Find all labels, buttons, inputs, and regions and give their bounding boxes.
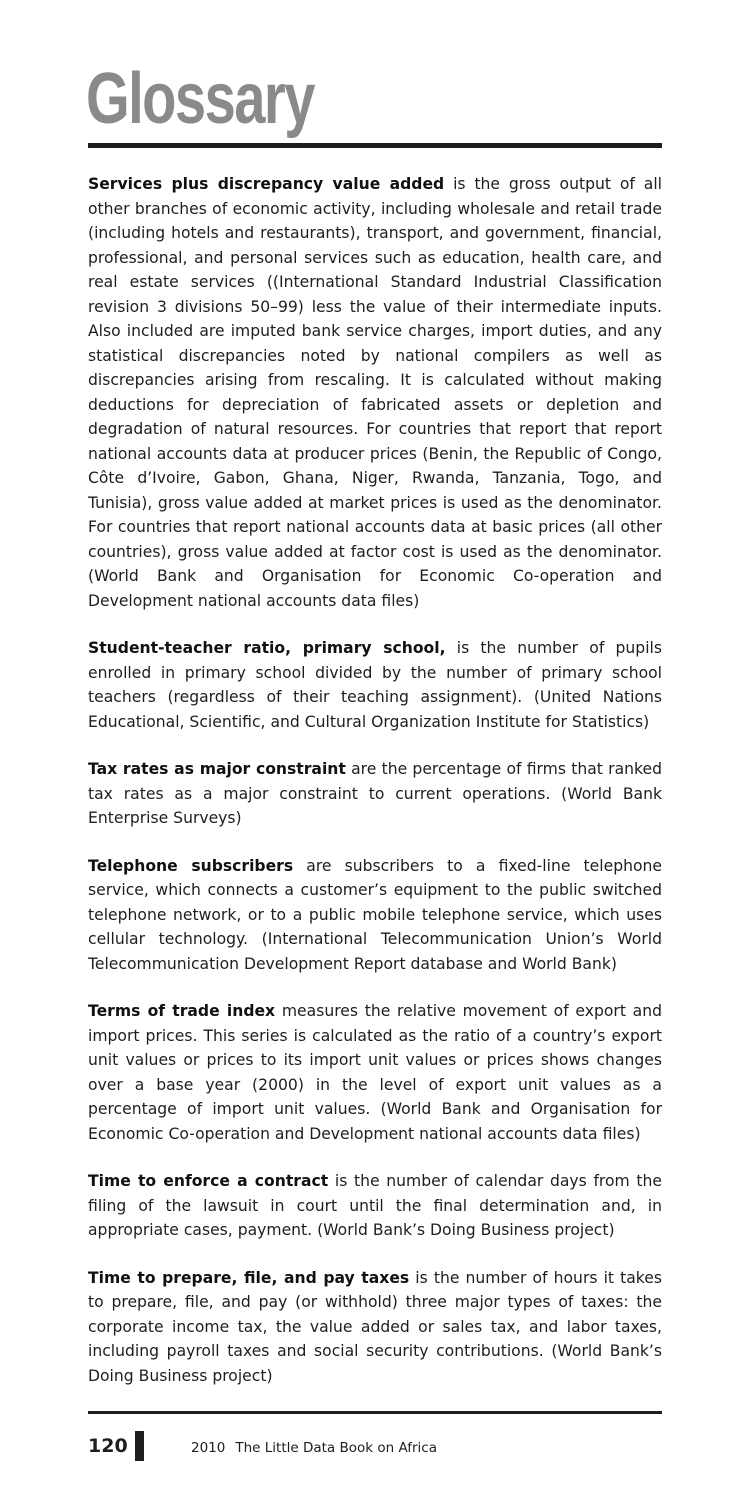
footer-year: 2010 [191, 1440, 226, 1456]
glossary-entry [88, 757, 662, 831]
glossary-entries [88, 172, 662, 1411]
glossary-term: Time to prepare, file, and pay taxes [88, 1268, 410, 1287]
glossary-entry [88, 1266, 662, 1389]
footer-book-title: The Little Data Book on Africa [235, 1440, 437, 1456]
glossary-term: Telephone subscribers [88, 856, 294, 875]
glossary-term: Services plus discrepancy value added [88, 175, 445, 193]
glossary-term: Terms of trade index [88, 1002, 276, 1020]
glossary-entry [88, 1169, 662, 1243]
glossary-entry [88, 999, 662, 1146]
glossary-entry [88, 854, 662, 977]
glossary-term: Student-teacher ratio, primary school, [88, 639, 446, 657]
glossary-definition: are the percentage of firms that ranked tax rates as a major constraint to current operations. (World Bank Enterprise Surveys) [88, 760, 662, 827]
glossary-definition: is the number of hours it takes to prepare, file, and pay (or withhold) three major types of taxes: the corporate income tax, the value added or sales tax, and labor taxes, including payroll taxes and social security contributions. (World Bank’s Doing Business project) [88, 1268, 662, 1385]
glossary-definition: are subscribers to a fixed-line telephone service, which connects a customer’s equipment to the public switched telephone network, or to a public mobile telephone service, which uses cellular technology. (International Telecommunication Union’s World Telecommunication Development Report database and World Bank) [88, 856, 662, 973]
running-footer [191, 1438, 437, 1458]
page-title: Glossary [86, 59, 314, 139]
page-marker [135, 1431, 144, 1461]
glossary-definition: measures the relative movement of export and import prices. This series is calculated as the ratio of a country’s export unit values or prices to its import unit values or prices shows changes over a base year (2000) in the level of export unit values as a percentage of import unit values. (World Bank and Organisation for Economic Co-operation and Development national accounts data files) [88, 1002, 662, 1143]
page-number: 120 [88, 1435, 128, 1457]
glossary-entry [88, 636, 662, 734]
glossary-definition: is the gross output of all other branches of economic activity, including wholesale and retail trade (including hotels and restaurants), transport, and government, financial, professional, and personal services such as education, health care, and real estate services ((International Standard Industrial Classification revision 3 divisions 50–99) less the value of their intermediate inputs. Also included are imputed bank service charges, import duties, and any statistical discrepancies noted by national compilers as well as discrepancies arising from rescaling. It is calculated without making deductions for depreciation of fabricated assets or depletion and degradation of natural resources. For countries that report that report national accounts data at producer prices (Benin, the Republic of Congo, Côte d’Ivoire, Gabon, Ghana, Niger, Rwanda, Tanzania, Togo, and Tunisia), gross value added at market prices is used as the denominator. For countries that report national accounts data at basic prices (all other countries), gross value added at factor cost is used as the denominator. (World Bank and Organisation for Economic Co-operation and Development national accounts data files) [88, 175, 662, 610]
footer-rule [88, 1411, 662, 1414]
glossary-entry [88, 172, 662, 613]
glossary-definition: is the number of calendar days from the filing of the lawsuit in court until the final determination and, in appropriate cases, payment. (World Bank’s Doing Business project) [88, 1172, 662, 1239]
glossary-term: Time to enforce a contract [88, 1172, 329, 1190]
glossary-term: Tax rates as major constraint [88, 760, 346, 778]
title-rule [88, 143, 662, 148]
glossary-definition: is the number of pupils enrolled in primary school divided by the number of primary school teachers (regardless of their teaching assignment). (United Nations Educational, Scientific, and Cultural Organization Institute for Statistics) [88, 639, 662, 731]
